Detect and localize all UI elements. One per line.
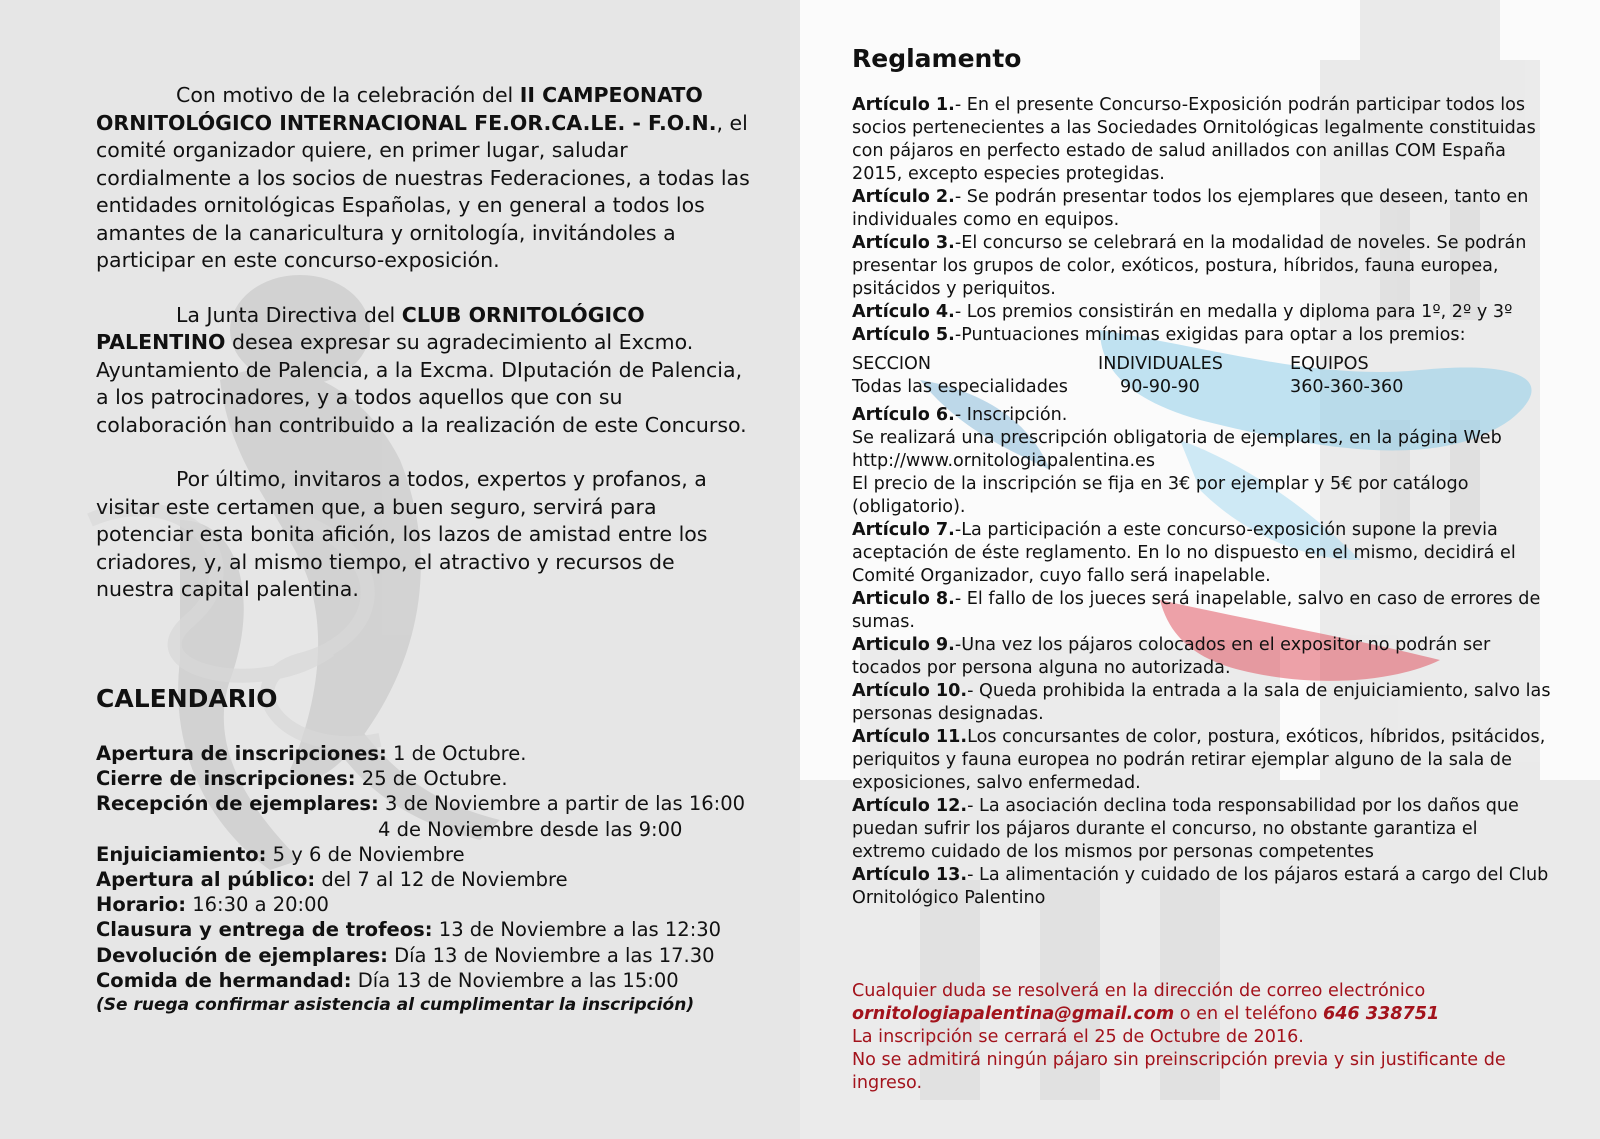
calendar-row-value: 16:30 a 20:00 <box>186 893 329 917</box>
calendar-row-value: Día 13 de Noviembre a las 15:00 <box>351 968 679 992</box>
calendar-row-label: Clausura y entrega de trofeos: <box>96 918 433 942</box>
table-header-cell: SECCION <box>852 354 932 374</box>
calendar-row-label: Comida de hermandad: <box>96 968 352 992</box>
article-heading: Artículo 10. <box>852 681 968 701</box>
article-text: - En el presente Concurso-Exposición podrán participar todos los socios pertenecientes a las Sociedades Ornitológicas legalmente constituidas con pájaros en perfecto estado de salud anillados con anillas COM España 2015, excepto especies protegidas. <box>852 95 1536 184</box>
calendar-row-value: 25 de Octubre. <box>355 767 508 791</box>
calendar-row <box>96 917 776 942</box>
table-cell: 360-360-360 <box>1290 377 1404 397</box>
contact-line-2 <box>852 1003 1552 1026</box>
article-heading: Artículo 13. <box>852 865 968 885</box>
table-header-cell: EQUIPOS <box>1290 354 1369 374</box>
article-heading: Artículo 12. <box>852 796 968 816</box>
calendar-title: CALENDARIO <box>96 684 278 713</box>
article <box>852 94 1552 186</box>
article-heading: Artículo 3. <box>852 233 955 253</box>
article-heading: Articulo 9. <box>852 635 955 655</box>
article-text: - La alimentación y cuidado de los pájaros estará a cargo del Club Ornitológico Palentino <box>852 865 1549 908</box>
regulation-body <box>852 94 1552 910</box>
phone-number[interactable]: 646 338751 <box>1322 1004 1440 1024</box>
contact-line-4: No se admitirá ningún pájaro sin preinscripción previa y sin justificante de ingreso. <box>852 1050 1506 1093</box>
article-6-line-1: Se realizará una prescripción obligatoria de ejemplares, en la página Web http://www.ornitologiapalentina.es <box>852 428 1502 471</box>
contact-phone-prefix: o en el teléfono <box>1174 1004 1323 1024</box>
article-text: - La asociación declina toda responsabilidad por los daños que puedan sufrir los pájaros durante el concurso, no obstante garantiza el extremo cuidado de los mismos por personas competentes <box>852 796 1519 862</box>
calendar-row-value: 5 y 6 de Noviembre <box>266 842 465 866</box>
intro-paragraph-3: Por último, invitaros a todos, expertos y profanos, a visitar este certamen que, a buen seguro, servirá para potenciar esta bonita afición, los lazos de amistad entre los criadores, y, al mismo tiempo, el atractivo y recursos de nuestra capital palentina. <box>96 467 708 601</box>
calendar-row-label: Enjuiciamiento: <box>96 842 267 866</box>
calendar-row-value: 1 de Octubre. <box>386 742 527 765</box>
article <box>852 519 1552 588</box>
calendar-row-value: 3 de Noviembre a partir de las 16:00 <box>378 792 746 816</box>
article <box>852 588 1552 634</box>
table-cell: Todas las especialidades <box>852 377 1068 397</box>
table-row <box>852 376 1403 399</box>
calendar-row <box>96 817 776 842</box>
calendar-row-label: Apertura al público: <box>96 868 316 892</box>
article-heading: Artículo 11. <box>852 727 968 747</box>
regulation-title: Reglamento <box>852 44 1022 73</box>
article-text: - Los premios consistirán en medalla y diploma para 1º, 2º y 3º <box>954 302 1513 322</box>
article-heading: Artículo 5. <box>852 325 955 345</box>
article-text: - El fallo de los jueces será inapelable, salvo en caso de errores de sumas. <box>852 589 1541 632</box>
calendar-row-value: Día 13 de Noviembre a las 17.30 <box>387 943 715 967</box>
calendar-row-label: Cierre de inscripciones: <box>96 767 356 791</box>
article <box>852 404 1552 427</box>
article <box>852 324 1552 347</box>
calendar-row-value: 4 de Noviembre desde las 9:00 <box>378 817 683 841</box>
intro-text <box>96 82 756 631</box>
intro-paragraph-1 <box>96 82 756 275</box>
club-name: CLUB ORNITOLÓGICO PALENTINO <box>96 302 645 354</box>
article-text: -La participación a este concurso-exposición supone la previa aceptación de éste reglamento. En lo no dispuesto en el mismo, decidirá el Comité Organizador, cuyo fallo será inapelable. <box>852 520 1516 586</box>
article-text: -Puntuaciones mínimas exigidas para optar a los premios: <box>954 325 1466 345</box>
intro-p1-text-a: Con motivo de la celebración del <box>176 83 520 107</box>
article-heading: Artículo 4. <box>852 302 955 322</box>
article-heading: Artículo 2. <box>852 187 955 207</box>
email-link[interactable]: ornitologiapalentina@gmail.com <box>852 1004 1175 1024</box>
calendar-row <box>96 892 776 917</box>
calendar-row <box>96 791 776 816</box>
table-header-cell: INDIVIDUALES <box>1098 354 1223 374</box>
article <box>852 795 1552 864</box>
article-text: - Inscripción. <box>954 405 1068 425</box>
table-header-row <box>852 353 1403 376</box>
article-heading: Artículo 6. <box>852 405 955 425</box>
calendar-row <box>96 867 776 892</box>
intro-p2-text-b: desea expresar su agradecimiento al Excmo. Ayuntamiento de Palencia, a la Excma. DIputación de Palencia, a los patrocinadores, y a todos aquellos que con su colaboración han contribuido a la realización de este Concurso. <box>96 330 747 437</box>
article <box>852 232 1552 301</box>
article <box>852 186 1552 232</box>
article-text: Los concursantes de color, postura, exóticos, híbridos, psitácidos, periquitos y fauna europea no podrán retirar ejemplar alguno de la sala de exposiciones, salvo enfermedad. <box>852 727 1546 793</box>
minimum-scores-table <box>852 353 1403 399</box>
calendar-row-value: del 7 al 12 de Noviembre <box>315 868 568 892</box>
intro-paragraph-2 <box>96 302 756 440</box>
intro-p1-text-b: , el comité organizador quiere, en primer lugar, saludar cordialmente a los socios de nuestras Federaciones, a todas las entidades ornitológicas Españolas, y en general a todos los amantes de la canaricultura y ornitología, invitándoles a participar en este concurso-exposición. <box>96 110 750 272</box>
calendar-note: (Se ruega confirmar asistencia al cumplimentar la inscripción) <box>96 995 695 1016</box>
article <box>852 301 1552 324</box>
article-heading: Artículo 7. <box>852 520 955 540</box>
intro-p2-text-a: La Junta Directiva del <box>176 302 402 327</box>
calendar-row <box>96 943 776 968</box>
contact-line-3: La inscripción se cerrará el 25 de Octubre de 2016. <box>852 1027 1304 1047</box>
article-heading: Artículo 1. <box>852 95 955 115</box>
championship-name: II CAMPEONATO ORNITOLÓGICO INTERNACIONAL FE.OR.CA.LE. - F.O.N. <box>96 83 717 135</box>
article <box>852 634 1552 680</box>
article <box>852 680 1552 726</box>
article-6-line-2: El precio de la inscripción se fija en 3€ por ejemplar y 5€ por catálogo (obligatorio). <box>852 474 1469 517</box>
article <box>852 864 1552 910</box>
article-text: -El concurso se celebrará en la modalidad de noveles. Se podrán presentar los grupos de color, exóticos, postura, híbridos, fauna europea, psitácidos y periquitos. <box>852 233 1527 299</box>
contact-line-1: Cualquier duda se resolverá en la dirección de correo electrónico <box>852 981 1426 1001</box>
calendar-row-label: Apertura de inscripciones: <box>96 742 387 765</box>
calendar-list <box>96 741 776 1017</box>
article <box>852 726 1552 795</box>
calendar-row-label: Devolución de ejemplares: <box>96 943 388 967</box>
calendar-row <box>96 842 776 867</box>
calendar-row <box>96 968 776 993</box>
article-heading: Articulo 8. <box>852 589 955 609</box>
article-text: - Se podrán presentar todos los ejemplares que deseen, tanto en individuales como en equipos. <box>852 187 1529 230</box>
calendar-row-label: Horario: <box>96 893 186 917</box>
article-text: - Queda prohibida la entrada a la sala de enjuiciamiento, salvo las personas designadas. <box>852 681 1551 724</box>
calendar-row <box>96 766 776 791</box>
calendar-row <box>96 741 776 766</box>
article-text: -Una vez los pájaros colocados en el expositor no podrán ser tocados por persona alguna no autorizada. <box>852 635 1491 678</box>
contact-info <box>852 980 1552 1095</box>
table-cell: 90-90-90 <box>1120 377 1200 397</box>
calendar-row-value: 13 de Noviembre a las 12:30 <box>432 918 722 942</box>
calendar-row-label: Recepción de ejemplares: <box>96 792 379 816</box>
